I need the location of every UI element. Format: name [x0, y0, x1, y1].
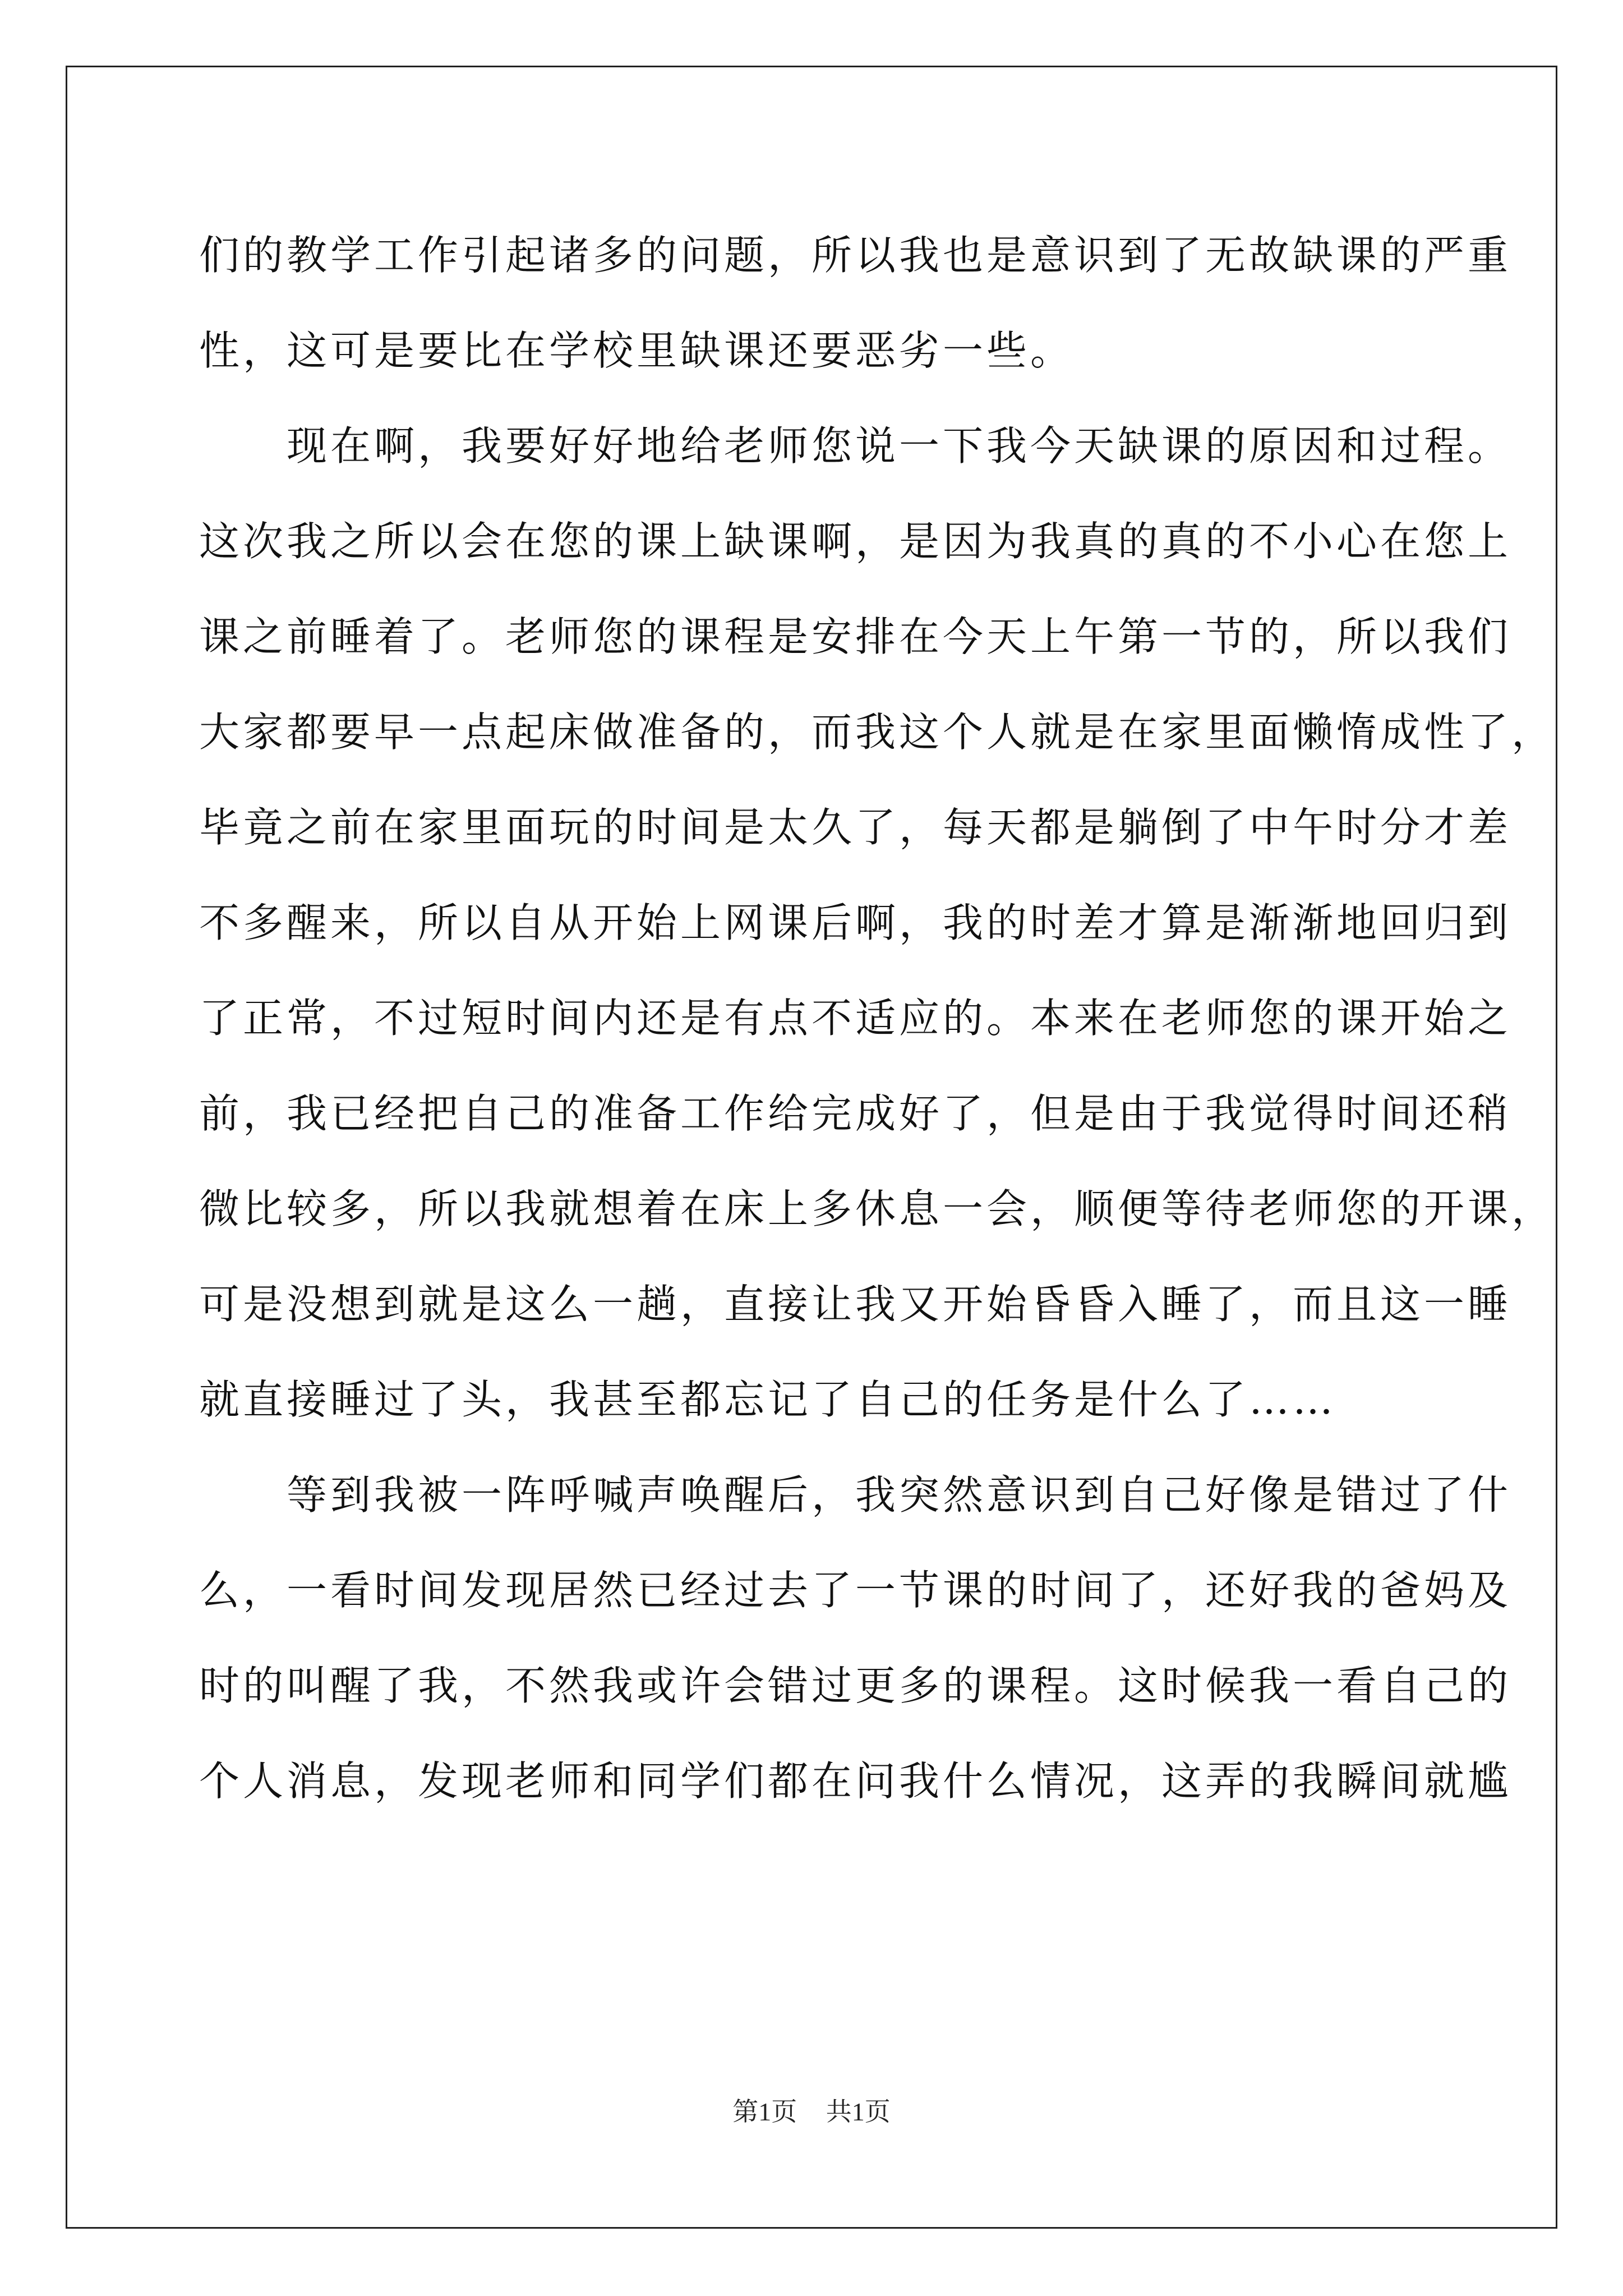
text-line: 这次我之所以会在您的课上缺课啊，是因为我真的真的不小心在您上 — [199, 518, 1512, 565]
text-line: 个人消息，发现老师和同学们都在问我什么情况，这弄的我瞬间就尴 — [199, 1757, 1512, 1805]
text-line: 课之前睡着了。老师您的课程是安排在今天上午第一节的，所以我们 — [199, 613, 1512, 660]
text-line: 前，我已经把自己的准备工作给完成好了，但是由于我觉得时间还稍 — [199, 1090, 1512, 1137]
text-line: 微比较多，所以我就想着在床上多休息一会，顺便等待老师您的开课， — [199, 1185, 1556, 1232]
text-line: 不多醒来，所以自从开始上网课后啊，我的时差才算是渐渐地回归到 — [199, 899, 1512, 946]
document-body — [199, 208, 1556, 1829]
text-line: 们的教学工作引起诸多的问题，所以我也是意识到了无故缺课的严重 — [199, 232, 1512, 279]
page-total: 共1页 — [826, 2097, 891, 2126]
text-line: 性，这可是要比在学校里缺课还要恶劣一些。 — [199, 327, 1075, 374]
text-line: 了正常，不过短时间内还是有点不适应的。本来在老师您的课开始之 — [199, 995, 1512, 1042]
text-line: 可是没想到就是这么一趟，直接让我又开始昏昏入睡了，而且这一睡 — [199, 1281, 1512, 1328]
text-line: 就直接睡过了头，我甚至都忘记了自己的任务是什么了…… — [199, 1376, 1337, 1423]
paragraph-first-line: 现在啊，我要好好地给老师您说一下我今天缺课的原因和过程。 — [287, 422, 1512, 470]
text-line: 时的叫醒了我，不然我或许会错过更多的课程。这时候我一看自己的 — [199, 1662, 1512, 1709]
paragraph-first-line: 等到我被一阵呼喊声唤醒后，我突然意识到自己好像是错过了什 — [287, 1471, 1512, 1519]
text-line: 大家都要早一点起床做准备的，而我这个人就是在家里面懒惰成性了， — [199, 708, 1556, 756]
page-number: 第1页 — [732, 2097, 797, 2126]
page-footer — [0, 2091, 1623, 2128]
text-line: 毕竟之前在家里面玩的时间是太久了，每天都是躺倒了中午时分才差 — [199, 804, 1512, 851]
text-line: 么，一看时间发现居然已经过去了一节课的时间了，还好我的爸妈及 — [199, 1567, 1512, 1614]
